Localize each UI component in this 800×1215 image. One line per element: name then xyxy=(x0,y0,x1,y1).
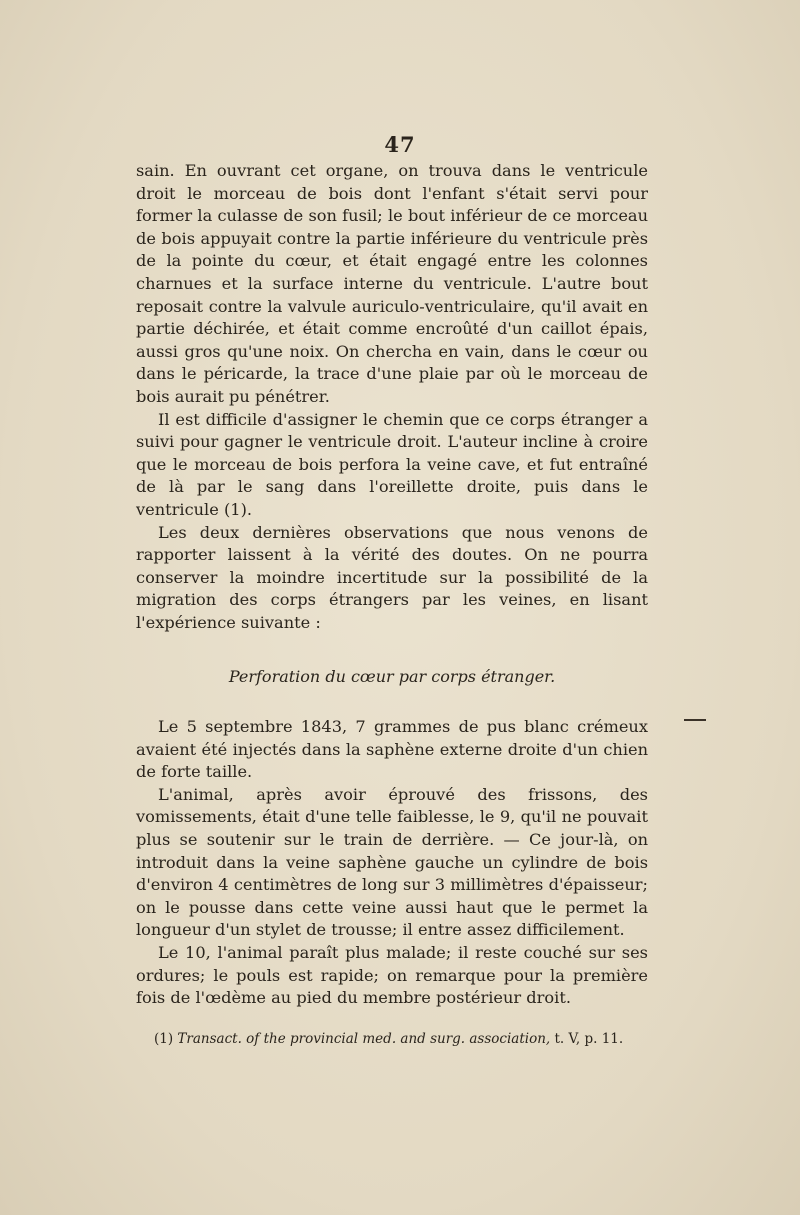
section-heading: Perforation du cœur par corps étranger. xyxy=(228,667,556,686)
paragraph: Les deux dernières observations que nous venons de rapporter laissent à la vérité des doutes. On ne pourra conserver la moindre incertitude sur la possibilité de la migration des corps étrangers par les veines, en lisant l'expérience suivante : xyxy=(136,522,648,632)
paragraph: sain. En ouvrant cet organe, on trouva dans le ventricule droit le morceau de bois dont l'enfant s'était servi pour former la culasse de son fusil; le bout inférieur de ce morceau de bois appuyait contre la partie inférieure du ventricule près de la pointe du cœur, et était engagé entre les colonnes charnues et la surface interne du ventricule. L'autre bout reposait contre la valvule auriculo-ventriculaire, qu'il avait en partie déchirée, et était comme encroûté d'un caillot épais, aussi gros qu'une noix. On chercha en vain, dans le cœur ou dans le péricarde, la trace d'une plaie par où le morceau de bois aurait pu pénétrer. xyxy=(136,161,648,406)
footnote-ref: t. V, p. 11. xyxy=(554,1031,624,1047)
body-text-top xyxy=(136,160,648,634)
footnote-title: Transact. of the provincial med. and surg. association, xyxy=(177,1031,551,1047)
footnote-marker: (1) xyxy=(154,1031,174,1047)
footnote xyxy=(154,1030,654,1048)
paragraph: Le 5 septembre 1843, 7 grammes de pus blanc crémeux avaient été injectés dans la saphène externe droite d'un chien de forte taille. xyxy=(136,717,648,782)
margin-mark xyxy=(684,719,706,721)
paragraph: L'animal, après avoir éprouvé des frissons, des vomissements, était d'une telle faiblesse, le 9, qu'il ne pouvait plus se soutenir sur le train de derrière. — Ce jour-là, on introduit dans la veine saphène gauche un cylindre de bois d'environ 4 centimètres de long sur 3 millimètres d'épaisseur; on le pousse dans cette veine aussi haut que le permet la longueur d'un stylet de trousse; il entre assez difficilement. xyxy=(136,784,648,940)
paragraph: Le 10, l'animal paraît plus malade; il reste couché sur ses ordures; le pouls est rapide; on remarque pour la première fois de l'œdème au pied du membre postérieur droit. xyxy=(136,942,648,1008)
paragraph: Il est difficile d'assigner le chemin que ce corps étranger a suivi pour gagner le ventricule droit. L'auteur incline à croire que le morceau de bois perfora la veine cave, et fut entraîné de là par le sang dans l'oreillette droite, puis dans le ventricule (1). xyxy=(136,409,648,519)
body-text-bottom xyxy=(136,716,648,1010)
page-number: 47 xyxy=(384,132,416,157)
